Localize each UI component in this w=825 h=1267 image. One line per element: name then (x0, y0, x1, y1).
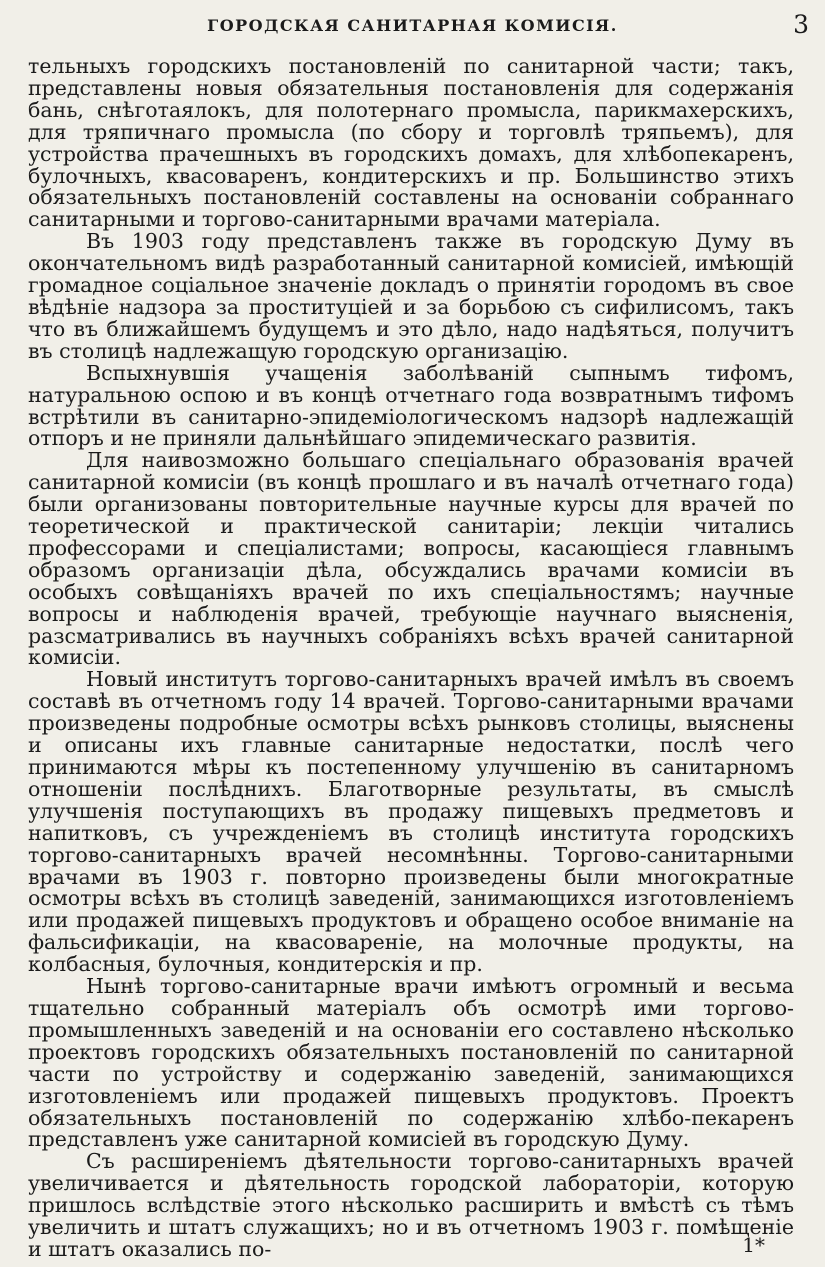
page-number: 3 (793, 10, 809, 39)
page-header (0, 12, 825, 42)
signature-mark: 1* (742, 1233, 765, 1257)
paragraph: Для наивозможно большаго спеціальнаго образованія врачей санитарной комисіи (въ концѣ прошлаго и въ началѣ отчетнаго года) были организованы повторительные научные курсы для врачей по теоретической и практической санитаріи; лекціи читались профессорами и спеціалистами; вопросы, касающіеся главнымъ образомъ организаціи дѣла, обсуждались врачами комисіи въ особыхъ совѣщаніяхъ врачей по ихъ спеціальностямъ; научные вопросы и наблюденія врачей, требующіе научнаго выясненія, разсматривались въ научныхъ собраніяхъ всѣхъ врачей санитарной комисіи. (28, 448, 794, 670)
paragraph: Въ 1903 году представленъ также въ городскую Думу въ окончательномъ видѣ разработанный санитарной комисіей, имѣющій громадное соціальное значеніе докладъ о принятіи городомъ въ свое вѣдѣніе надзора за проституціей и за борьбою съ сифилисомъ, такъ что въ ближайшемъ будущемъ и это дѣло, надо надѣяться, получитъ въ столицѣ надлежащую городскую организацію. (28, 229, 794, 363)
paragraph: Съ расширеніемъ дѣятельности торгово-санитарныхъ врачей увеличивается и дѣятельность городской лабораторіи, которую пришлось вслѣдствіе этого нѣсколько расширить и вмѣстѣ съ тѣмъ увеличить и штатъ служащихъ; но и въ отчетномъ 1903 г. помѣщеніе и штатъ оказались по- (28, 1149, 794, 1261)
paragraph: Нынѣ торгово-санитарные врачи имѣютъ огромный и весьма тщательно собранный матеріалъ объ осмотрѣ ими торгово-промышленныхъ заведеній и на основаніи его составлено нѣсколько проектовъ городскихъ обязательныхъ постановленій по санитарной части по устройству и содержанію заведеній, занимающихся изготовленіемъ или продажей пищевыхъ продуктовъ. Проектъ обязательныхъ постановленій по содержанію хлѣбо-пекаренъ представленъ уже санитарной комисіей въ городскую Думу. (28, 974, 794, 1152)
paragraph-continuation: тельныхъ городскихъ постановленій по санитарной части; такъ, представлены новыя обязательныя постановленія для содержанія бань, снѣготаялокъ, для полотернаго промысла, парикмахерскихъ, для тряпичнаго промысла (по сбору и торговлѣ тряпьемъ), для устройства прачешныхъ въ городскихъ домахъ, для хлѣбопекаренъ, булочныхъ, квасоваренъ, кондитерскихъ и пр. Большинство этихъ обязательныхъ постановленій составлены на основаніи собраннаго санитарными и торгово-санитарными врачами матеріала. (28, 54, 794, 232)
paragraph: Вспыхнувшія учащенія заболѣваній сыпнымъ тифомъ, натуральною оспою и въ концѣ отчетнаго года возвратнымъ тифомъ встрѣтили въ санитарно-эпидеміологическомъ надзорѣ надлежащій отпоръ и не приняли дальнѣйшаго эпидемическаго развитія. (28, 360, 794, 451)
paragraph: Новый институтъ торгово-санитарныхъ врачей имѣлъ въ своемъ составѣ въ отчетномъ году 14 врачей. Торгово-санитарными врачами произведены подробные осмотры всѣхъ рынковъ столицы, выяснены и описаны ихъ главные санитарные недостатки, послѣ чего принимаются мѣры къ постепенному улучшенію въ санитарномъ отношеніи послѣднихъ. Благотворные результаты, въ смыслѣ улучшенія поступающихъ въ продажу пищевыхъ предметовъ и напитковъ, съ учрежденіемъ въ столицѣ института городскихъ торгово-санитарныхъ врачей несомнѣнны. Торгово-санитарными врачами въ 1903 г. повторно произведены были многократные осмотры всѣхъ въ столицѣ заведеній, занимающихся изготовленіемъ или продажей пищевыхъ продуктовъ и обращено особое вниманіе на фальсификаціи, на квасовареніе, на молочные продукты, на колбасныя, булочныя, кондитерскія и пр. (28, 667, 794, 977)
body-text (28, 56, 794, 1261)
running-head-title: ГОРОДСКАЯ САНИТАРНАЯ КОМИСІЯ. (207, 16, 618, 35)
